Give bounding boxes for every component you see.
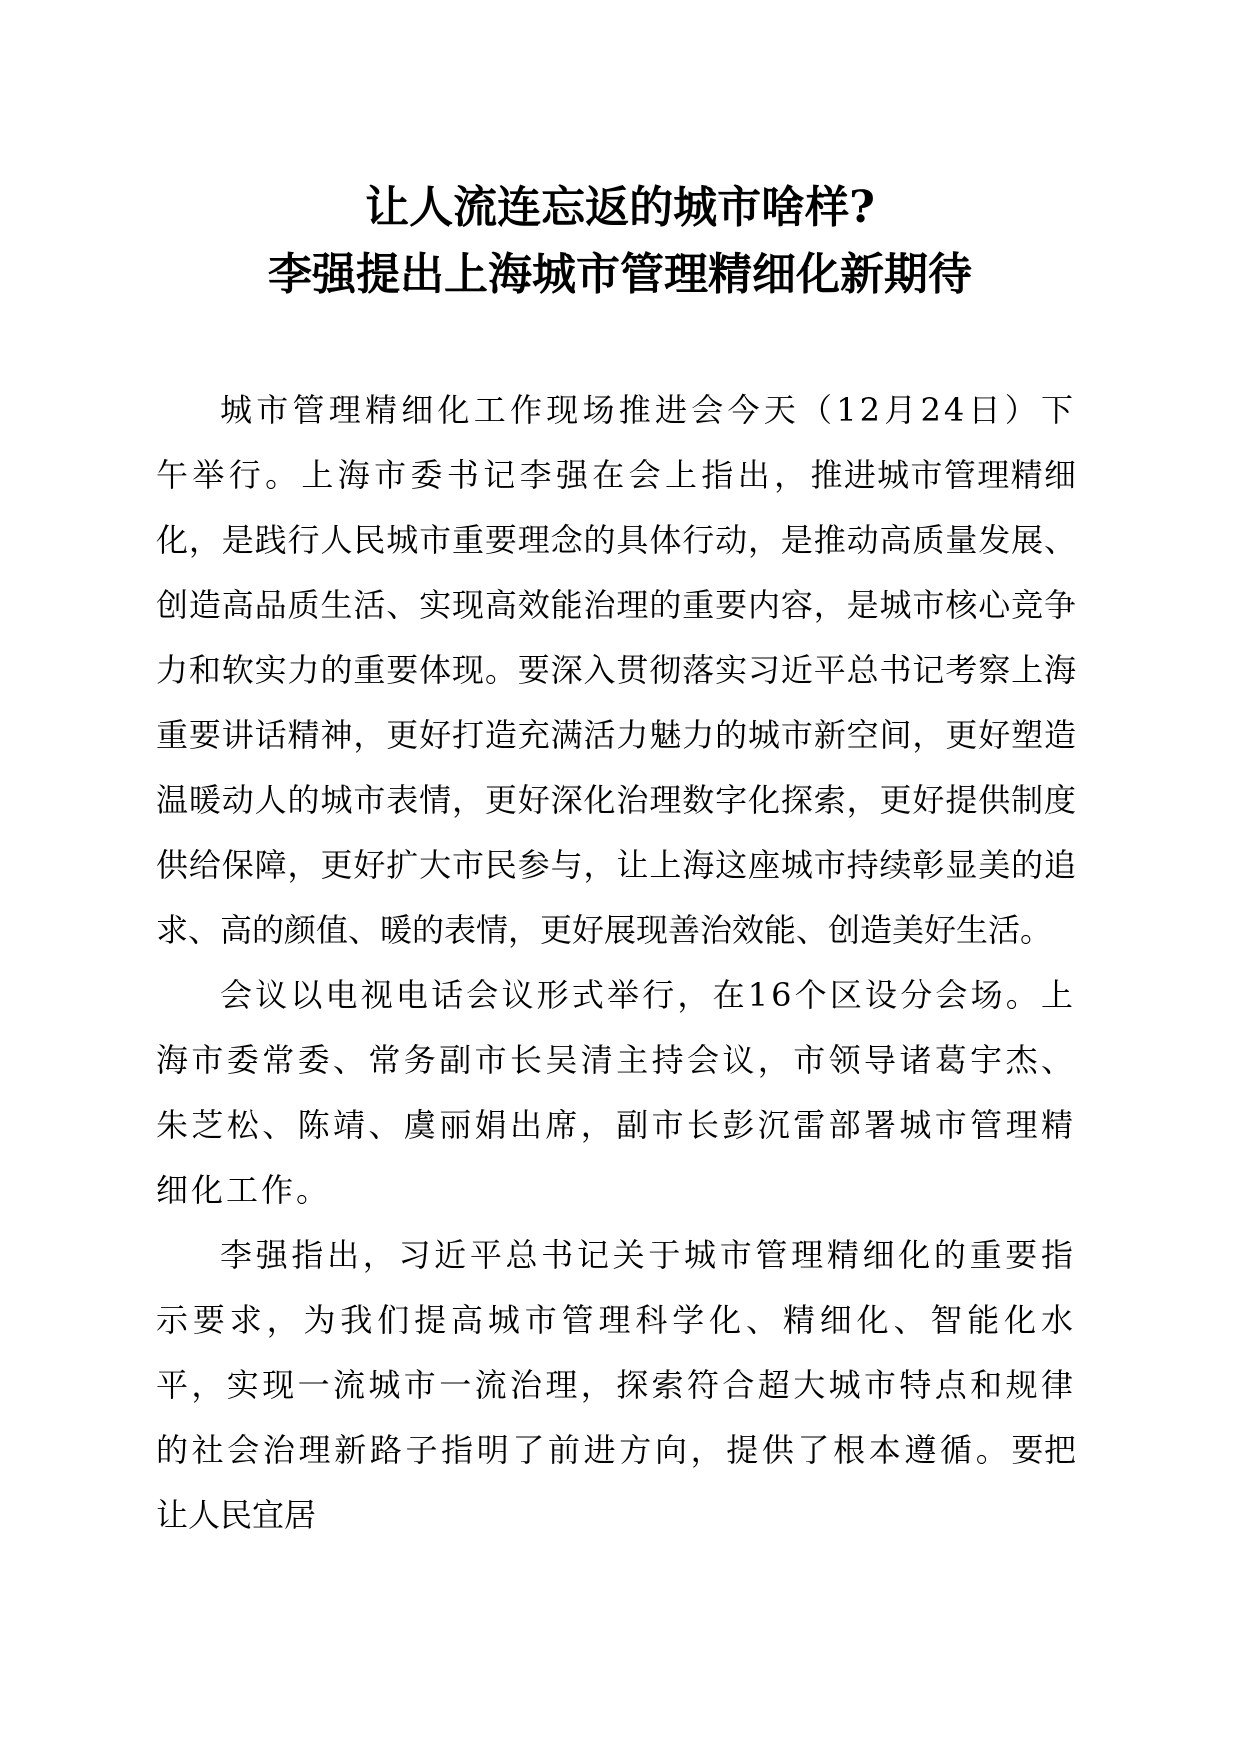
paragraph-1 bbox=[156, 378, 1076, 963]
paragraph-3 bbox=[156, 1223, 1076, 1548]
paragraph-2 bbox=[156, 963, 1076, 1223]
title-line-2: 李强提出上海城市管理精细化新期待 bbox=[268, 249, 972, 300]
article-body bbox=[156, 378, 1076, 1548]
paragraph-3-text: 李强指出，习近平总书记关于城市管理精细化的重要指示要求，为我们提高城市管理科学化、精细化、智能化水平，实现一流城市一流治理，探索符合超大城市特点和规律的社会治理新路子指明了前进方向，提供了根本遵循。 bbox=[156, 1236, 1076, 1469]
paragraph-1-emphasis: 推进城市管理精细化，是践行人民城市重要理念的具体行动，是推动高质量发展、创造高品质生活、实现高效能治理的重要内容，是城市核心竞争力和软实力的重要体现。要深入贯彻落实习近平总书记考察上海重要讲话精神，更好打造充满活力魅力的城市新空间，更好塑造温暖动人的城市表情，更好深化治理数字化探索，更好提供制度供给保障，更好扩大市民参与，让上海这座城市持续彰显美的追求、高的颜值、暖的表情，更好展现善治效能、创造美好生活。 bbox=[156, 456, 1076, 949]
title-line-1: 让人流连忘返的城市啥样? bbox=[365, 182, 875, 233]
paragraph-2-text: 会议以电视电话会议形式举行，在16个区设分会场。上海市委常委、常务副市长吴清主持会议，市领导诸葛宇杰、朱芝松、陈靖、虞丽娟出席，副市长彭沉雷部署城市管理精细化工作。 bbox=[156, 976, 1076, 1209]
paragraph-1-text: 城市管理精细化工作现场推进会今天（12月24日）下午举行。上海市委书记李强在会上指出， bbox=[156, 391, 1076, 494]
paragraph-3-emphasis: 要把让人民宜居 bbox=[156, 1431, 1076, 1534]
